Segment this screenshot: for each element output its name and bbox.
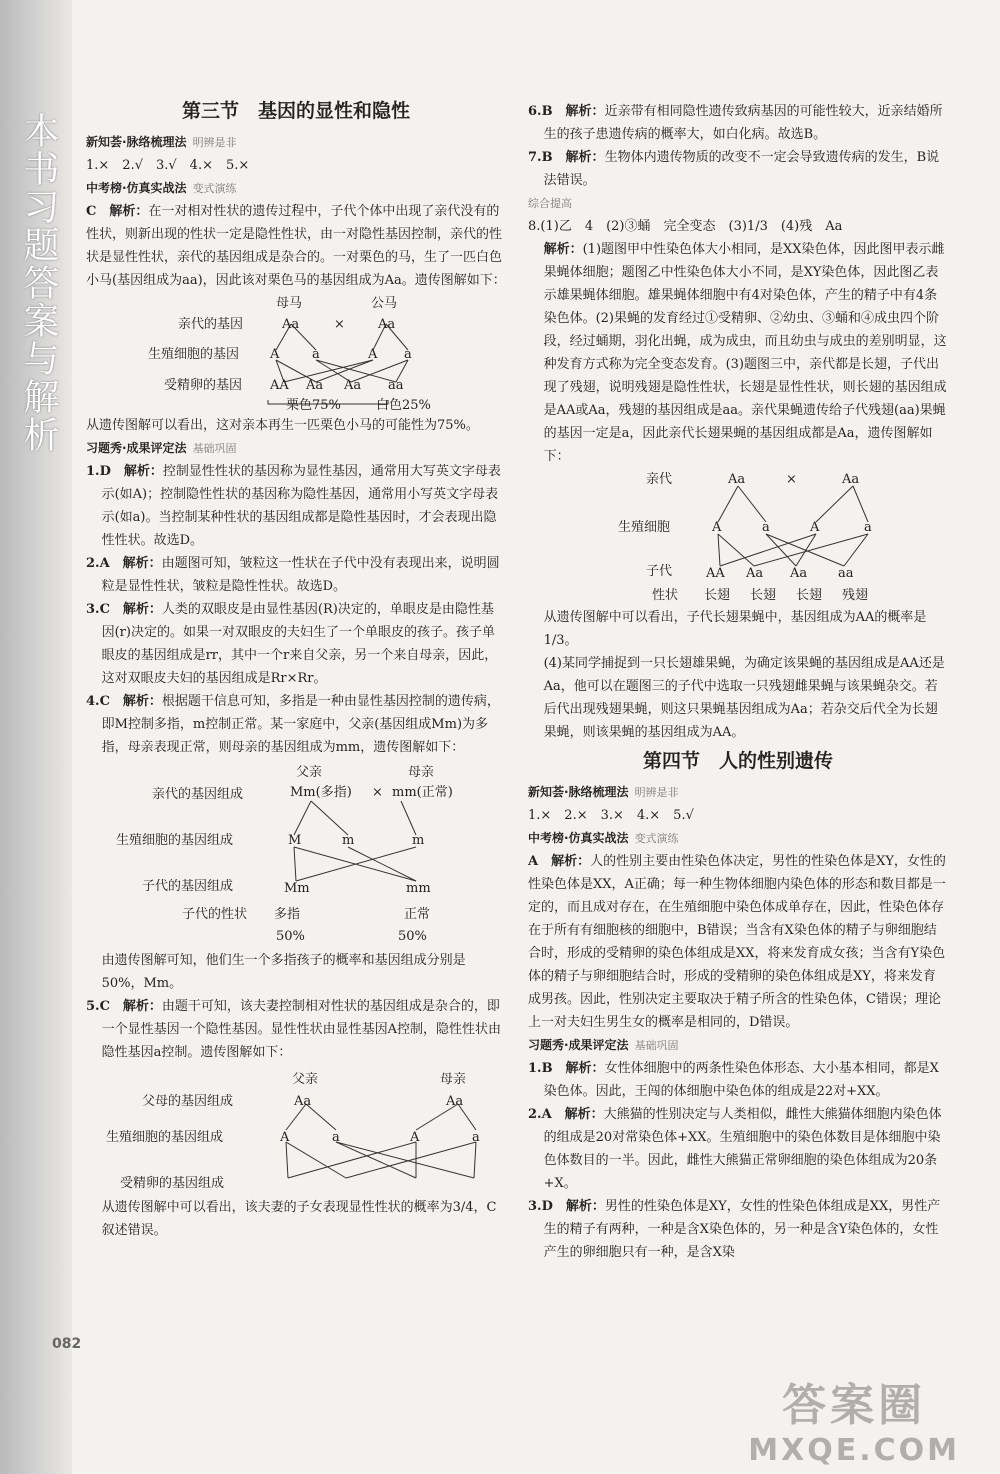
- left-column: [86, 100, 506, 1242]
- offspring-genotype: Aa: [790, 566, 808, 581]
- genotype: Aa: [294, 1094, 312, 1109]
- diagram-label: 父亲: [296, 765, 323, 780]
- diagram-row-label: 亲代: [646, 472, 673, 487]
- subsection-header: 新知荟·脉络梳理法 明辨是非: [86, 135, 237, 149]
- gamete: a: [312, 347, 320, 362]
- section-title-3: 第三节 基因的显性和隐性: [181, 100, 410, 122]
- phenotype: 长翅: [796, 588, 823, 603]
- gamete: a: [762, 520, 770, 535]
- phenotype: 残翅: [842, 588, 869, 603]
- phenotype: 多指: [274, 907, 301, 922]
- phenotype-ratio: 栗色75%: [286, 398, 341, 413]
- diagram-conclusion: 从遗传图解中可以看出，该夫妻的子女表现显性性状的概率为3/4，C叙述错误。: [101, 1200, 497, 1238]
- answer-item-3: 3.C 解析：人类的双眼皮是由显性基因(R)决定的，单眼皮是由隐性基因(r)决定的。如果一对双眼皮的夫妇生了一个单眼皮的孩子。孩子单眼皮的基因组成是rr，其中一个r来自父亲，另一个来自母亲，因此，这对双眼皮夫妇的基因组成是Rr×Rr。: [86, 602, 498, 686]
- genotype: Aa: [842, 472, 860, 487]
- analysis-paragraph: C 解析：在一对相对性状的遗传过程中，子代个体中出现了亲代没有的性状，则新出现的性状一定是隐性性状，由一对隐性基因控制，亲代的性状是显性性状，亲代的基因组成是杂合的。一对栗色的马，生了一匹白色小马(基因组成为aa)，因此该对栗色马的基因组成为Aa。遗传图解如下：: [86, 204, 506, 288]
- diagram-row-label: 亲代的基因组成: [152, 787, 244, 802]
- offspring-genotype: Aa: [306, 378, 324, 393]
- diagram-label: 母亲: [440, 1072, 467, 1087]
- subsection-header: 习题秀·成果评定法 基础巩固: [528, 1038, 679, 1052]
- genotype: Aa: [282, 317, 300, 332]
- gamete: A: [810, 520, 820, 535]
- answers-line: 8.(1)乙 4 (2)③蛹 完全变态 (3)1/3 (4)残 Aa: [528, 219, 843, 234]
- ratio: 50%: [276, 929, 305, 944]
- answer-item-6: 6.B 解析：近亲带有相同隐性遗传致病基因的可能性较大，近亲结婚所生的孩子患遗传病的概率大，如白化病。故选B。: [528, 104, 943, 142]
- watermark-logo: [748, 1369, 960, 1468]
- genotype: Aa: [446, 1094, 464, 1109]
- gamete: A: [410, 1130, 420, 1145]
- section-title-4: 第四节 人的性别遗传: [642, 750, 833, 772]
- gamete: A: [712, 520, 722, 535]
- diagram-row-label: 性状: [652, 588, 679, 603]
- watermark-url: MXQE.COM: [748, 1433, 960, 1468]
- gamete: A: [270, 347, 280, 362]
- diagram-row-label: 生殖细胞的基因组成: [106, 1130, 224, 1145]
- diagram-label: 父亲: [292, 1072, 319, 1087]
- gamete: a: [332, 1130, 340, 1145]
- gamete: a: [404, 347, 412, 362]
- answer-item-3: 3.D 解析：男性的性染色体是XY，女性的性染色体组成是XX，男性产生的精子有两种，一种是含X染色体的，另一种是含Y染色体的，女性产生的卵细胞只有一种，是含X染: [528, 1199, 941, 1260]
- page-number: 082: [52, 1336, 82, 1352]
- ratio: 50%: [398, 929, 427, 944]
- diagram-row-label: 子代: [646, 564, 673, 579]
- diagram-row-label: 子代的基因组成: [142, 879, 234, 894]
- diagram-row-label: 生殖细胞的基因组成: [116, 833, 234, 848]
- offspring-genotype: aa: [388, 378, 404, 393]
- gamete: a: [864, 520, 872, 535]
- diagram-row-label: 父母的基因组成: [142, 1094, 234, 1109]
- answer-item-1: 1.B 解析：女性体细胞中的两条性染色体形态、大小基本相同，都是X染色体。因此，王闯的体细胞中染色体的组成是22对+XX。: [528, 1061, 939, 1099]
- cross-symbol: ×: [372, 785, 383, 800]
- offspring-genotype: AA: [706, 566, 725, 581]
- subsection-tag: 综合提高: [528, 197, 572, 210]
- subsection-header: 新知荟·脉络梳理法 明辨是非: [528, 785, 679, 799]
- sidebar-band: [0, 0, 72, 1474]
- subsection-header: 习题秀·成果评定法 基础巩固: [86, 441, 237, 455]
- phenotype: 长翅: [750, 588, 777, 603]
- genetic-diagram-horse: [86, 294, 506, 412]
- genotype: Mm(多指): [290, 785, 352, 800]
- diagram-row-label: 受精卵的基因组成: [120, 1176, 225, 1191]
- gamete: A: [368, 347, 378, 362]
- diagram-label: 公马: [371, 296, 398, 311]
- genetic-diagram-couple: [86, 1066, 506, 1194]
- right-column: [528, 100, 948, 1264]
- phenotype-ratio: 白色25%: [376, 398, 431, 413]
- offspring-genotype: aa: [838, 566, 854, 581]
- analysis-paragraph: 解析：(1)题图甲中性染色体大小相同，是XX染色体，因此图甲表示雌果蝇体细胞；题图乙中性染色体大小不同，是XY染色体，因此图乙表示雄果蝇体细胞。雄果蝇体细胞中有4对染色体，产生的精子中有4条染色体。(2)果蝇的发育经过①受精卵、②幼虫、③蛹和④成虫四个阶段，经过蛹期，羽化出蝇，成为成虫，而且幼虫与成虫的差别明显，这种发育方式称为完全变态发育。(3)题图三中，亲代都是长翅，子代出现了残翅，说明残翅是隐性性状，长翅是显性性状，则长翅的基因组成是AA或Aa，残翅的基因组成是aa。亲代果蝇遗传给子代残翅(aa)果蝇的基因一定是a，因此亲代长翅果蝇的基因组成都是Aa，遗传图解如下：: [543, 242, 947, 464]
- gamete: m: [342, 833, 355, 848]
- diagram-label: 母马: [276, 296, 303, 311]
- genetic-diagram-polydactyly: [86, 761, 506, 931]
- genetic-diagram-fruitfly: [528, 470, 948, 604]
- answers-line: 1.× 2.√ 3.√ 4.× 5.×: [86, 158, 250, 173]
- diagram-row-label: 亲代的基因: [178, 317, 244, 332]
- diagram-row-label: 生殖细胞: [618, 520, 671, 535]
- ratio-row: [86, 929, 506, 949]
- diagram-label: 母亲: [408, 765, 435, 780]
- subsection-header: 中考榜·仿真实战法 变式演练: [86, 181, 237, 195]
- sidebar-title: 本书习题答案与解析: [18, 112, 59, 454]
- diagram-conclusion: 由遗传图解可知，他们生一个多指孩子的概率和基因组成分别是50%，Mm。: [101, 953, 466, 991]
- genotype: mm(正常): [392, 785, 453, 800]
- cross-symbol: ×: [786, 472, 797, 487]
- genotype: Aa: [378, 317, 396, 332]
- gamete: A: [280, 1130, 290, 1145]
- diagram-conclusion: 从遗传图解可以看出，这对亲本再生一匹栗色小马的可能性为75%。: [86, 418, 479, 433]
- analysis-paragraph: A 解析：人的性别主要由性染色体决定，男性的性染色体是XY，女性的性染色体是XX，A正确；每一种生物体细胞内染色体的形态和数目都是一定的，而且成对存在，在生殖细胞中染色体成单存在，因此，性染色体存在于所有有细胞核的细胞中，B错误；当含有X染色体的精子与卵细胞结合时，形成的受精卵的染色体组成是XX，将来发育成女孩；当含有Y染色体的精子与卵细胞结合时，形成的受精卵的染色体组成是XY，将来发育成男孩。因此，性别决定主要取决于精子所含的性染色体，C错误；理论上一对夫妇生男生女的概率是相同的，D错误。: [528, 854, 946, 1030]
- offspring-genotype: Mm: [284, 881, 310, 896]
- gamete: a: [472, 1130, 480, 1145]
- phenotype: 正常: [404, 907, 431, 922]
- offspring-genotype: Aa: [746, 566, 764, 581]
- answer-item-5: 5.C 解析：由题干可知，该夫妻控制相对性状的基因组成是杂合的，即一个显性基因一个隐性基因。显性性状由显性基因A控制，隐性性状由隐性基因a控制。遗传图解如下：: [86, 999, 501, 1060]
- offspring-genotype: Aa: [344, 378, 362, 393]
- subsection-header: 中考榜·仿真实战法 变式演练: [528, 831, 679, 845]
- diagram-row-label: 生殖细胞的基因: [148, 347, 240, 362]
- answer-item-7: 7.B 解析：生物体内遗传物质的改变不一定会导致遗传病的发生，B说法错误。: [528, 150, 940, 188]
- phenotype: 长翅: [704, 588, 731, 603]
- answers-line: 1.× 2.× 3.× 4.× 5.√: [528, 808, 694, 823]
- answer-item-2: 2.A 解析：由题图可知，皱粒这一性状在子代中没有表现出来，说明圆粒是显性性状，皱粒是隐性性状。故选D。: [86, 556, 500, 594]
- diagram-row-label: 子代的性状: [182, 907, 248, 922]
- answer-item-4: 4.C 解析：根据题干信息可知，多指是一种由显性基因控制的遗传病，即M控制多指，m控制正常。某一家庭中，父亲(基因组成Mm)为多指，母亲表现正常，则母亲的基因组成为mm，遗传图解如下：: [86, 694, 500, 755]
- offspring-genotype: mm: [406, 881, 431, 896]
- diagram-row-label: 受精卵的基因: [164, 378, 243, 393]
- answer-item-1: 1.D 解析：控制显性性状的基因称为显性基因，通常用大写英文字母表示(如A)；控制隐性性状的基因称为隐性基因，通常用小写英文字母表示(如a)。当控制某种性状的基因组成都是隐性基因时，才会表现出隐性性状。故选D。: [86, 464, 501, 548]
- offspring-genotype: AA: [270, 378, 289, 393]
- answer-item-2: 2.A 解析：大熊猫的性别决定与人类相似，雌性大熊猫体细胞内染色体的组成是20对常染色体+XX。生殖细胞中的染色体数目是体细胞中染色体数目的一半。因此，雌性大熊猫正常卵细胞的染色体组成为20条+X。: [528, 1107, 942, 1191]
- analysis-paragraph: (4)某同学捕捉到一只长翅雄果蝇，为确定该果蝇的基因组成是AA还是Aa，他可以在题图三的子代中选取一只残翅雌果蝇与该果蝇杂交。若后代出现残翅果蝇，则这只果蝇基因组成为Aa；若杂交后代全为长翅果蝇，则该果蝇的基因组成为AA。: [543, 656, 945, 740]
- diagram-conclusion: 从遗传图解中可以看出，子代长翅果蝇中，基因组成为AA的概率是1/3。: [543, 610, 927, 648]
- cross-symbol: ×: [334, 317, 345, 332]
- gamete: M: [288, 833, 302, 848]
- watermark-text: 答案圈: [782, 1380, 927, 1431]
- genotype: Aa: [728, 472, 746, 487]
- gamete: m: [412, 833, 425, 848]
